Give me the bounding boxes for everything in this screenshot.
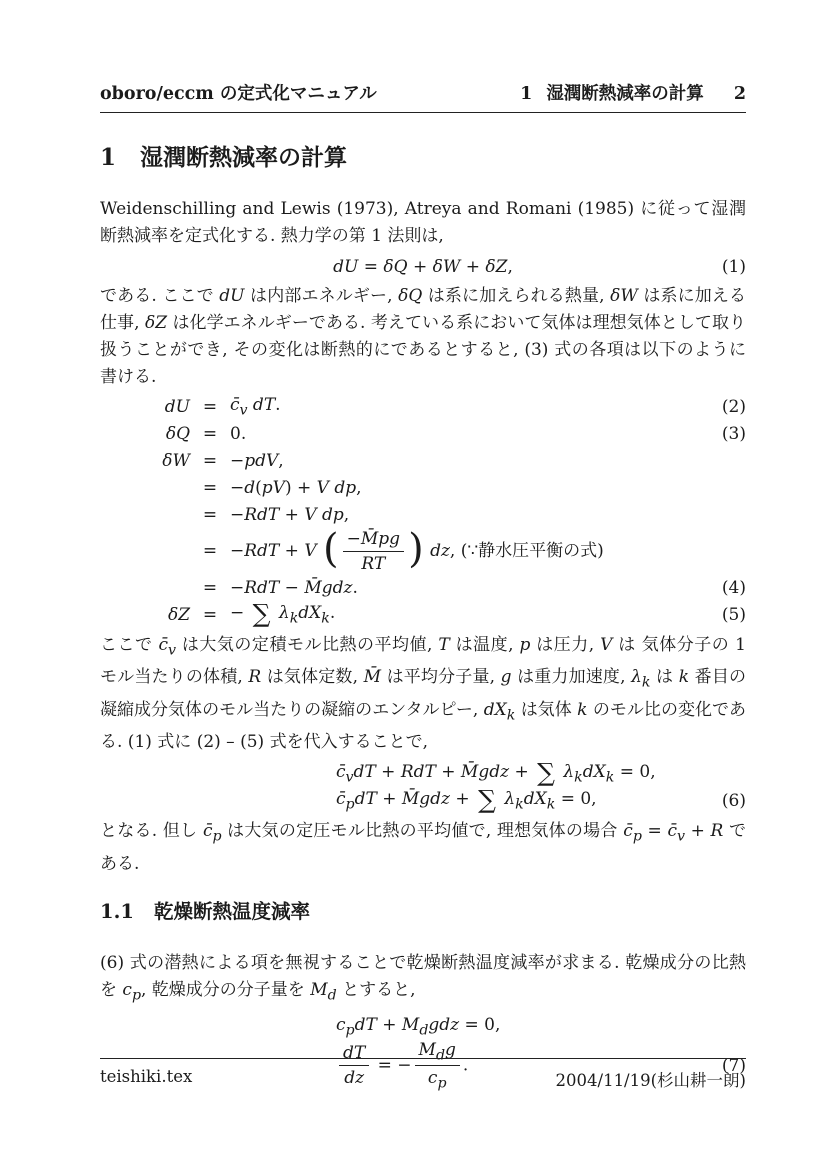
equation-2-number: (2): [721, 396, 746, 417]
footer-date-author: 2004/11/19(杉山耕一朗): [555, 1071, 746, 1090]
subsection-1-1-title: 乾燥断熱温度減率: [153, 899, 310, 923]
equation-array-2-5: [100, 393, 746, 628]
section-1-title: 湿潤断熱減率の計算: [140, 145, 348, 171]
equation-row-4a: [100, 447, 746, 474]
equation-row-4d: [100, 528, 746, 574]
eq-relation: =: [202, 577, 218, 598]
footer-filename: teishiki.tex: [100, 1067, 193, 1086]
equation-7-body-2: $\frac{dT}{dz}$ = − $\frac{M_dg}{c_p}$ .: [336, 1040, 468, 1092]
equation-7-body-1: $c_pdT + M_dgdz = 0$,: [336, 1014, 501, 1039]
equation-6-body-1: $c̄_vdT$ + RdT + M̄gdz + ∑ $\lambda_kdX_k = 0$,: [336, 757, 656, 787]
paragraph-4: となる. 但し $c̄_p$ は大気の定圧モル比熱の平均値で, 理想気体の場合 $c̄_p$ = $c̄_v + R$ である.: [100, 821, 746, 874]
eq-rhs: − ∑ $\lambda_kdX_k$.: [230, 598, 336, 628]
equation-row-4c: [100, 501, 746, 528]
equation-6-line-1: [100, 757, 746, 787]
equation-7-number: (7): [721, 1055, 746, 1076]
header-section-number: 1: [520, 84, 533, 104]
eq-rhs: −d(pV) + V dp,: [230, 477, 362, 498]
paragraph-2: である. ここで dU は内部エネルギー, δQ は系に加えられる熱量, δW は系に加える仕事, δZ は化学エネルギーである. 考えている系において気体は理想気体として取り扱うことができ, その変化は断熱的にであるとすると, (3) 式の各項は以下のように書ける.: [100, 286, 747, 387]
section-1-number: 1: [100, 144, 117, 171]
equation-4-number: (4): [721, 577, 746, 598]
section-1-heading: [100, 139, 746, 172]
subsection-1-1-heading: [100, 896, 746, 924]
eq-lhs: δW: [162, 450, 190, 471]
eq-lhs: dU: [164, 396, 190, 417]
paragraph-3: ここで $c̄_v$ は大気の定積モル比熱の平均値, T は温度, p は圧力, V は 気体分子の 1 モル当たりの体積, R は気体定数, M̄ は平均分子量, g は重力加速度, $\lambda_k$ は k 番目の凝縮成分気体のモル当たりの凝縮のエンタルピー, $dX_k$ は気体 k のモル比の変化である. (1) 式に (2) – (5) 式を代入することで,: [100, 635, 747, 753]
page-header: [100, 80, 746, 113]
page-footer: [100, 1055, 746, 1091]
equation-1: [100, 253, 746, 280]
eq-relation: =: [202, 396, 218, 417]
equation-6-number: (6): [721, 790, 746, 811]
eq-rhs: −pdV,: [230, 450, 284, 471]
eq-relation: =: [202, 604, 218, 625]
equation-row-5: [100, 598, 746, 628]
eq-rhs: −RdT + V dp,: [230, 504, 350, 525]
eq-relation: =: [202, 477, 218, 498]
equation-5-number: (5): [721, 604, 746, 625]
equation-6-body-2: $c̄_pdT$ + M̄gdz + ∑ $\lambda_kdX_k = 0$,: [336, 784, 597, 814]
paragraph-5: (6) 式の潜熱による項を無視することで乾燥断熱温度減率が求まる. 乾燥成分の比熱を $c_p$, 乾燥成分の分子量を $M_d$ とすると,: [100, 952, 746, 1003]
text-block: [100, 0, 746, 1096]
equation-1-number: (1): [721, 256, 746, 277]
eq-rhs: −RdT + V ( $\frac{-M̄pg}{RT}$ ) dz, (∵静水圧平衡の式): [230, 526, 604, 574]
eq-relation: =: [202, 504, 218, 525]
eq-rhs: 0.: [230, 423, 247, 444]
header-section-title: 湿潤断熱減率の計算: [546, 84, 704, 104]
header-section-ref: [520, 80, 746, 105]
paragraph-1: Weidenschilling and Lewis (1973), Atreya and Romani (1985) に従って湿潤断熱減率を定式化する. 熱力学の第 1 法則は,: [100, 199, 746, 246]
equation-1-body: dU = δQ + δW + δZ,: [333, 256, 513, 277]
equation-row-2: [100, 393, 746, 420]
equation-row-3: [100, 420, 746, 447]
equation-3-number: (3): [721, 423, 746, 444]
eq-rhs: $c̄_v$ dT.: [230, 394, 281, 419]
equation-6-line-2: [100, 784, 746, 814]
equation-row-4e: [100, 574, 746, 601]
header-manual-title: oboro/eccm の定式化マニュアル: [100, 84, 377, 104]
equation-row-4b: [100, 474, 746, 501]
equation-7-line-1: [100, 1013, 746, 1040]
eq-relation: =: [202, 450, 218, 471]
eq-relation: =: [202, 423, 218, 444]
equation-6: [100, 757, 746, 814]
eq-lhs: δZ: [167, 604, 190, 625]
eq-rhs: −RdT − M̄gdz.: [230, 577, 358, 598]
header-page-number: 2: [733, 84, 746, 104]
subsection-1-1-number: 1.1: [100, 899, 134, 923]
eq-relation: =: [202, 541, 218, 561]
eq-lhs: δQ: [165, 423, 190, 444]
